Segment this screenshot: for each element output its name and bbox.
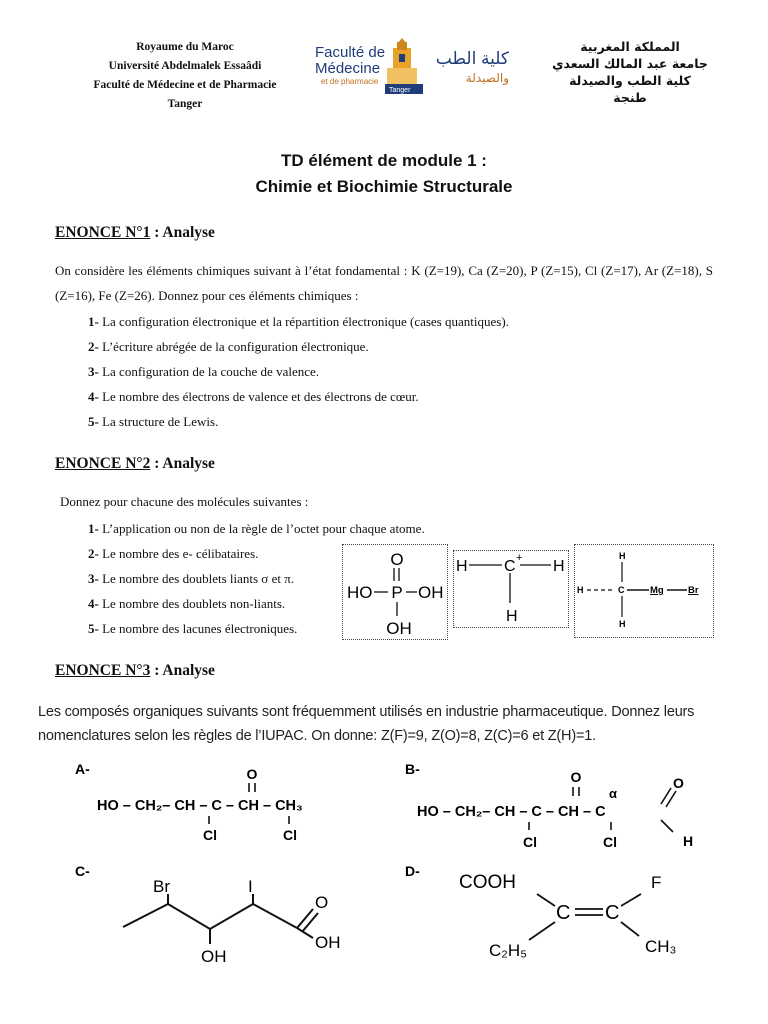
item-number: 2- <box>88 546 99 561</box>
header-left-line: Faculté de Médecine et de Pharmacie <box>93 79 277 91</box>
compound-c-structure <box>75 862 375 972</box>
carbon-chain <box>123 904 297 929</box>
header-right-line: كلية الطب والصيدلة <box>569 73 691 88</box>
compound-c-bromine: Br <box>153 877 170 896</box>
item-number: 5- <box>88 414 99 429</box>
compound-d-methyl: CH₃ <box>645 937 677 956</box>
compound-d-structure <box>405 862 705 972</box>
item-text: Le nombre des doublets non-liants. <box>98 596 286 611</box>
compound-c-label: C- <box>75 863 90 879</box>
enonce2-item <box>88 541 258 566</box>
mol1-right-group: OH <box>418 583 444 602</box>
compound-b-structure <box>405 760 725 855</box>
item-number: 1- <box>88 521 99 536</box>
enonce2-intro: Donnez pour chacune des molécules suivantes : <box>60 494 309 509</box>
mol3-br-atom: Br <box>688 585 699 596</box>
logo-ar-line1: كلية الطب <box>435 49 509 68</box>
enonce1-item <box>88 334 369 359</box>
item-text: La structure de Lewis. <box>98 414 219 429</box>
enonce2-heading <box>55 455 215 473</box>
logo-ar-line2: والصيدلة <box>465 71 509 85</box>
compound-b-alpha: α <box>609 786 617 801</box>
header-left-line: Université Abdelmalek Essaâdi <box>108 60 262 72</box>
enonce2-item <box>88 616 297 641</box>
item-number: 5- <box>88 621 99 636</box>
compound-a-chlorine2: Cl <box>283 827 297 843</box>
compound-d-ethyl: C₂H₅ <box>489 941 528 960</box>
item-number: 4- <box>88 389 99 404</box>
logo-fr-line1: Faculté de <box>315 44 386 61</box>
document-title <box>0 148 768 200</box>
mol1-center-atom: P <box>391 583 403 602</box>
mol3-center-atom: C <box>618 585 625 595</box>
logo-fr-line3: et de pharmacie <box>321 77 379 86</box>
mol3-mg-atom: Mg <box>650 585 664 596</box>
enonce3-intro: Les composés organiques suivants sont fréquemment utilisés en industrie pharmaceutique. Donnez leurs nomenclatures selon les règles de l’IUPAC. On donne: Z(F)=9, Z(O)=8, Z(C)=6 et Z(H)=1. <box>38 704 695 744</box>
molecule-methyl-cation <box>453 550 569 628</box>
compound-b-formula: HO – CH₂– CH – C – CH – C <box>417 804 606 820</box>
compound-b-label: B- <box>405 761 420 777</box>
logo-fr-line2: Médecine <box>315 60 381 77</box>
item-text: La configuration de la couche de valence. <box>98 364 320 379</box>
enonce2-heading-number: ENONCE N°2 <box>55 455 151 472</box>
mol3-top-atom: H <box>619 551 626 561</box>
enonce1-heading <box>55 224 215 242</box>
mol1-top-atom: O <box>390 550 404 569</box>
molecule-methylmagnesium-bromide <box>574 544 714 638</box>
compound-b-chlorine2: Cl <box>603 834 617 850</box>
item-text: L’application ou non de la règle de l’octet pour chaque atome. <box>98 521 425 536</box>
enonce3-heading <box>55 662 215 680</box>
item-number: 2- <box>88 339 99 354</box>
compound-a-label: A- <box>75 761 90 777</box>
mol2-left-atom: H <box>456 558 468 575</box>
enonce2-heading-suffix: : Analyse <box>150 455 215 472</box>
item-number: 1- <box>88 314 99 329</box>
compound-d-fluorine: F <box>651 873 662 892</box>
item-text: La configuration électronique et la répartition électronique (cases quantiques). <box>98 314 509 329</box>
mol3-bottom-atom: H <box>619 619 626 629</box>
header-left-line: Royaume du Maroc <box>136 41 234 53</box>
enonce1-item <box>88 309 509 334</box>
mol2-center-atom: C <box>504 558 516 575</box>
enonce1-item <box>88 384 419 409</box>
compound-b-hydrogen: H <box>683 833 694 849</box>
mol2-charge: + <box>516 552 523 564</box>
mol2-right-atom: H <box>553 558 565 575</box>
enonce3-heading-number: ENONCE N°3 <box>55 662 151 679</box>
item-text: Le nombre des lacunes électroniques. <box>98 621 298 636</box>
bond-line <box>661 820 673 832</box>
enonce1-intro: On considère les éléments chimiques suivant à l’état fondamental : K (Z=19), Ca (Z=20), P (Z=15), Cl (Z=17), Ar (Z=18), S (Z=16), Fe (Z=26). Donnez pour ces éléments chimiques : <box>55 263 713 303</box>
enonce1-item <box>88 409 218 434</box>
compound-c-hydroxyl: OH <box>201 947 227 966</box>
item-number: 3- <box>88 364 99 379</box>
compound-c-acid-hydroxyl: OH <box>315 933 341 952</box>
item-number: 3- <box>88 571 99 586</box>
compound-a-formula: HO – CH₂– CH – C – CH – CH₃ <box>97 798 303 814</box>
header-right-line: جامعة عبد المالك السعدي <box>552 56 708 71</box>
double-bond-line <box>302 913 318 932</box>
compound-a-chlorine1: Cl <box>203 827 217 843</box>
double-bond-line <box>297 909 313 928</box>
item-number: 4- <box>88 596 99 611</box>
header-left-line: Tanger <box>167 98 203 110</box>
compound-d-carbon1: C <box>556 902 571 924</box>
item-text: L’écriture abrégée de la configuration électronique. <box>98 339 369 354</box>
enonce1-item <box>88 359 319 384</box>
bond-line <box>621 922 639 936</box>
enonce1-heading-number: ENONCE N°1 <box>55 224 151 241</box>
compound-a-oxygen: O <box>246 766 258 782</box>
title-line1: TD élément de module 1 : <box>281 151 487 170</box>
header-right-line: طنجة <box>613 90 647 105</box>
mol1-left-group: HO <box>347 583 373 602</box>
compound-c-iodine: I <box>248 877 253 896</box>
bond-line <box>537 894 555 906</box>
compound-b-oxygen2: O <box>673 775 684 791</box>
item-text: Le nombre des e- célibataires. <box>98 546 259 561</box>
molecule-phosphoric-acid <box>342 544 448 640</box>
compound-d-carboxyl: COOH <box>459 872 516 893</box>
enonce3-heading-suffix: : Analyse <box>150 662 215 679</box>
mol1-bottom-group: OH <box>386 619 412 638</box>
header-right-block <box>530 38 730 106</box>
compound-c-carbonyl-oxygen: O <box>315 893 329 912</box>
compound-d-carbon2: C <box>605 902 620 924</box>
bond-line <box>621 894 641 906</box>
tower-icon <box>387 38 417 84</box>
header-left-block <box>70 38 300 114</box>
compound-d-label: D- <box>405 863 420 879</box>
enonce1-heading-suffix: : Analyse <box>150 224 215 241</box>
compound-b-oxygen1: O <box>570 769 582 785</box>
item-text: Le nombre des électrons de valence et des électrons de cœur. <box>98 389 419 404</box>
compound-a-structure <box>75 760 375 850</box>
enonce2-item <box>88 566 294 591</box>
item-text: Le nombre des doublets liants σ et π. <box>98 571 295 586</box>
faculty-logo <box>313 38 515 96</box>
header-right-line: المملكة المغربية <box>580 39 680 54</box>
enonce2-item <box>88 591 285 616</box>
mol2-bottom-atom: H <box>506 608 518 625</box>
compound-b-chlorine1: Cl <box>523 834 537 850</box>
bond-line <box>529 922 555 940</box>
logo-city: Tanger <box>389 87 411 94</box>
mol3-left-atom: H <box>577 585 584 595</box>
enonce2-item <box>88 516 425 541</box>
title-line2: Chimie et Biochimie Structurale <box>255 177 513 196</box>
